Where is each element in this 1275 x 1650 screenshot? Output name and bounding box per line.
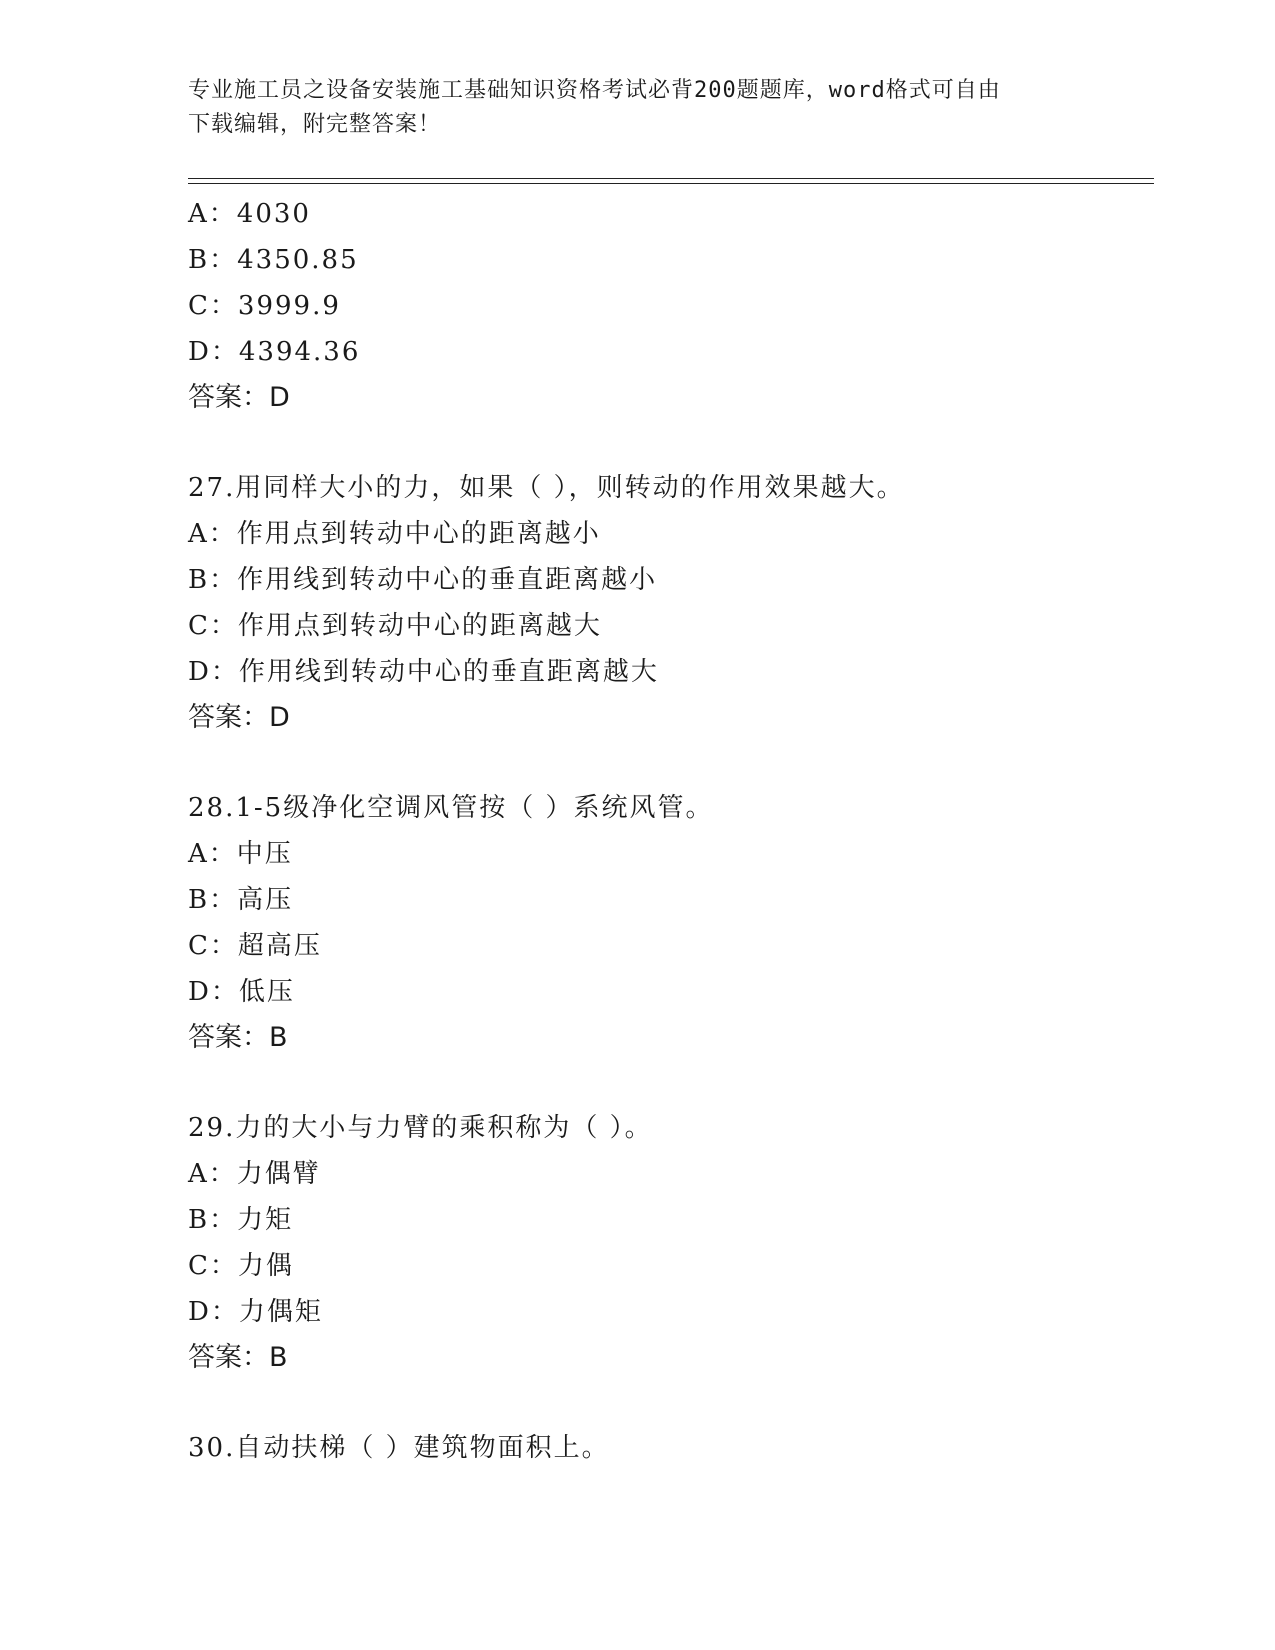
question-list	[188, 191, 1148, 1471]
option-d: D：作用线到转动中心的垂直距离越大	[188, 657, 659, 687]
option-b: B：4350.85	[188, 245, 359, 275]
option-d: D：低压	[188, 977, 295, 1007]
header-divider-bottom	[188, 183, 1154, 184]
answer-line: 答案：D	[188, 702, 290, 733]
question-block-26	[188, 191, 1148, 421]
header-title-line-2: 下载编辑，附完整答案！	[188, 112, 442, 137]
question-text: 28.1-5级净化空调风管按（ ）系统风管。	[188, 793, 714, 823]
option-c: C：3999.9	[188, 291, 341, 321]
option-d: D：4394.36	[188, 337, 361, 367]
option-c: C：超高压	[188, 931, 322, 961]
answer-line: 答案：D	[188, 382, 290, 413]
question-block-28	[188, 785, 1148, 1061]
option-a: A：作用点到转动中心的距离越小	[188, 519, 601, 549]
option-a: A：力偶臂	[188, 1159, 321, 1189]
question-block-29	[188, 1105, 1148, 1381]
question-text: 29.力的大小与力臂的乘积称为（ ）。	[188, 1113, 653, 1143]
option-c: C：作用点到转动中心的距离越大	[188, 611, 602, 641]
question-block-30	[188, 1425, 1148, 1471]
option-a: A：4030	[188, 199, 311, 229]
option-d: D：力偶矩	[188, 1297, 323, 1327]
question-text: 27.用同样大小的力，如果（ ），则转动的作用效果越大。	[188, 473, 905, 503]
answer-line: 答案：B	[188, 1022, 288, 1053]
header-divider-top	[188, 178, 1154, 179]
option-c: C：力偶	[188, 1251, 294, 1281]
option-a: A：中压	[188, 839, 293, 869]
answer-line: 答案：B	[188, 1342, 288, 1373]
option-b: B：高压	[188, 885, 294, 915]
document-header	[188, 74, 1088, 142]
option-b: B：力矩	[188, 1205, 294, 1235]
header-title-line-1: 专业施工员之设备安装施工基础知识资格考试必背200题题库，word格式可自由	[188, 78, 1001, 103]
option-b: B：作用线到转动中心的垂直距离越小	[188, 565, 658, 595]
question-text: 30.自动扶梯（ ）建筑物面积上。	[188, 1433, 610, 1463]
question-block-27	[188, 465, 1148, 741]
